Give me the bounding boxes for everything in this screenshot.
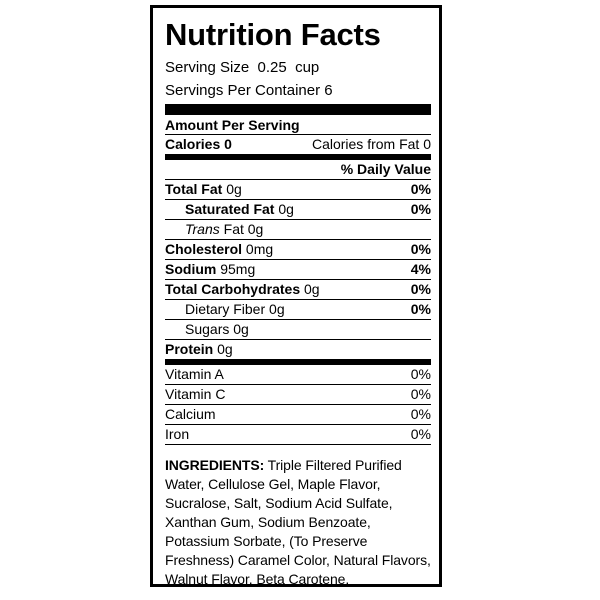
nutrient-label: Saturated Fat 0g (185, 201, 294, 217)
vitamin-row-calcium (165, 404, 431, 424)
nutrient-label: Protein 0g (165, 341, 233, 357)
nutrient-row-protein (165, 339, 431, 359)
ingredients-text (165, 456, 431, 589)
vitamin-dv: 0% (410, 386, 431, 402)
nutrient-row-saturated-fat (165, 199, 431, 219)
nutrient-row-cholesterol (165, 239, 431, 259)
serving-size: Serving Size 0.25 cup (165, 59, 320, 76)
vitamin-row-iron (165, 424, 431, 445)
nutrient-label: Total Carbohydrates 0g (165, 281, 320, 297)
ingredients-label: INGREDIENTS: (165, 457, 265, 473)
servings-per-container: Servings Per Container 6 (165, 82, 333, 99)
nutrient-row-dietary-fiber (165, 299, 431, 319)
calories-label: Calories 0 (165, 136, 232, 152)
nutrient-row-sugars (165, 319, 431, 339)
nutrient-row-trans-fat (165, 219, 431, 239)
nutrient-label: Sodium 95mg (165, 261, 256, 277)
nutrient-label: Cholesterol 0mg (165, 241, 274, 257)
nutrient-label: Sugars 0g (185, 321, 249, 337)
vitamin-dv: 0% (410, 426, 431, 442)
nutrient-dv: 0% (410, 181, 431, 197)
nutrient-dv: 0% (410, 241, 431, 257)
calories-row (165, 134, 431, 154)
nutrition-facts-label (150, 5, 442, 587)
nutrient-row-total-carbohydrates (165, 279, 431, 299)
daily-value-header: % Daily Value (165, 160, 431, 180)
ingredients-list: Triple Filtered Purified Water, Cellulose Gel, Maple Flavor, Sucralose, Salt, Sodium Acid Sulfate, Xanthan Gum, Sodium Benzoate, Potassium Sorbate, (To Preserve Freshness) Caramel Color, Natural Flavors, Walnut Flavor, Beta Carotene. (165, 457, 431, 587)
label-title: Nutrition Facts (165, 17, 381, 52)
vitamin-row-c (165, 384, 431, 404)
nutrient-dv: 4% (410, 261, 431, 277)
vitamin-dv: 0% (410, 406, 431, 422)
vitamin-label: Iron (165, 426, 190, 442)
nutrient-row-sodium (165, 259, 431, 279)
nutrient-label: Dietary Fiber 0g (185, 301, 285, 317)
nutrient-row-total-fat (165, 180, 431, 199)
nutrient-label: Trans Fat 0g (185, 221, 264, 237)
vitamin-dv: 0% (410, 366, 431, 382)
nutrient-label: Total Fat 0g (165, 181, 242, 197)
vitamin-label: Vitamin C (165, 386, 226, 402)
nutrient-dv: 0% (410, 301, 431, 317)
vitamin-row-a (165, 365, 431, 384)
nutrient-dv: 0% (410, 281, 431, 297)
thick-divider (165, 104, 431, 115)
calories-from-fat: Calories from Fat 0 (311, 136, 431, 152)
vitamin-label: Calcium (165, 406, 216, 422)
amount-per-serving: Amount Per Serving (165, 117, 300, 133)
vitamin-label: Vitamin A (165, 366, 224, 382)
nutrient-dv: 0% (410, 201, 431, 217)
